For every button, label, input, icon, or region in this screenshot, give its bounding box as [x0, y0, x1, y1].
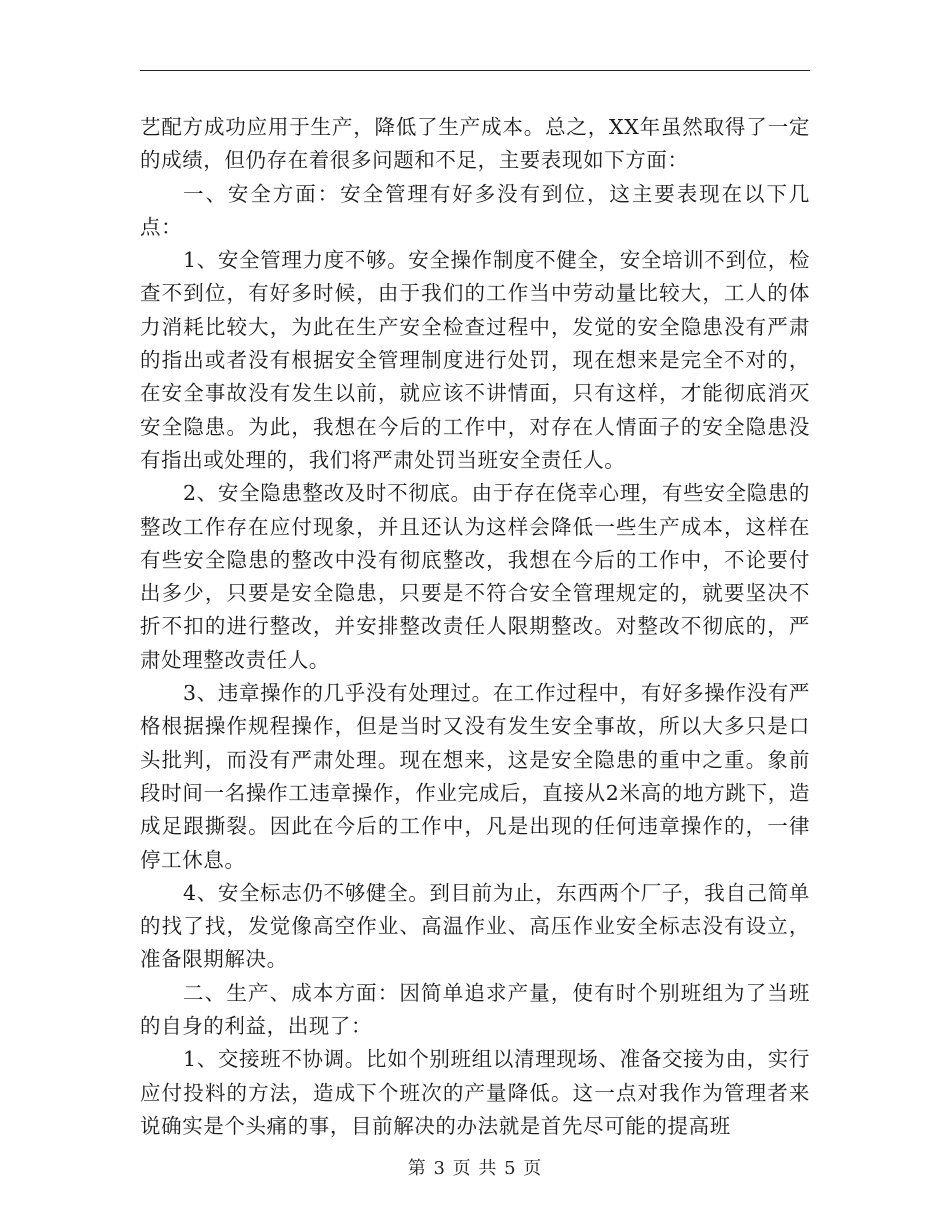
paragraph-continuation: 艺配方成功应用于生产，降低了生产成本。总之，XX年虽然取得了一定的成绩，但仍存在着很多问题和不足，主要表现如下方面： [140, 115, 810, 173]
paragraph-safety-point-2: 2、安全隐患整改及时不彻底。由于存在侥幸心理，有些安全隐患的整改工作存在应付现象，并且还认为这样会降低一些生产成本，这样在有些安全隐患的整改中没有彻底整改，我想在今后的工作中，不论要付出多少，只要是安全隐患，只要是不符合安全管理规定的，就要坚决不折不扣的进行整改，并安排整改责任人限期整改。对整改不彻底的，严肃处理整改责任人。 [140, 481, 810, 672]
paragraph-safety-heading: 一、安全方面：安全管理有好多没有到位，这主要表现在以下几点： [140, 181, 810, 239]
header-rule [140, 70, 810, 71]
paragraph-safety-point-1: 1、安全管理力度不够。安全操作制度不健全，安全培训不到位，检查不到位，有好多时候，由于我们的工作当中劳动量比较大，工人的体力消耗比较大，为此在生产安全检查过程中，发觉的安全隐患没有严肃的指出或者没有根据安全管理制度进行处罚，现在想来是完全不对的，在安全事故没有发生以前，就应该不讲情面，只有这样，才能彻底消灭安全隐患。为此，我想在今后的工作中，对存在人情面子的安全隐患没有指出或处理的，我们将严肃处罚当班安全责任人。 [140, 248, 810, 472]
body-text [140, 111, 810, 1143]
paragraph-safety-point-3: 3、违章操作的几乎没有处理过。在工作过程中，有好多操作没有严格根据操作规程操作，但是当时又没有发生安全事故，所以大多只是口头批判，而没有严肃处理。现在想来，这是安全隐患的重中之重。象前段时间一名操作工违章操作，作业完成后，直接从2米高的地方跳下，造成足跟撕裂。因此在今后的工作中，凡是出现的任何违章操作的，一律停工休息。 [140, 681, 810, 872]
paragraph-production-heading: 二、生产、成本方面：因简单追求产量，使有时个别班组为了当班的自身的利益，出现了： [140, 980, 810, 1039]
page-footer: 第 3 页 共 5 页 [407, 1158, 543, 1179]
paragraph-safety-point-4: 4、安全标志仍不够健全。到目前为止，东西两个厂子，我自己简单的找了找，发觉像高空作业、高温作业、高压作业安全标志没有设立，准备限期解决。 [140, 880, 810, 972]
paragraph-production-point-1: 1、交接班不协调。比如个别班组以清理现场、准备交接为由，实行应付投料的方法，造成下个班次的产量降低。这一点对我作为管理者来说确实是个头痛的事，目前解决的办法就是首先尽可能的提高班 [140, 1047, 810, 1138]
